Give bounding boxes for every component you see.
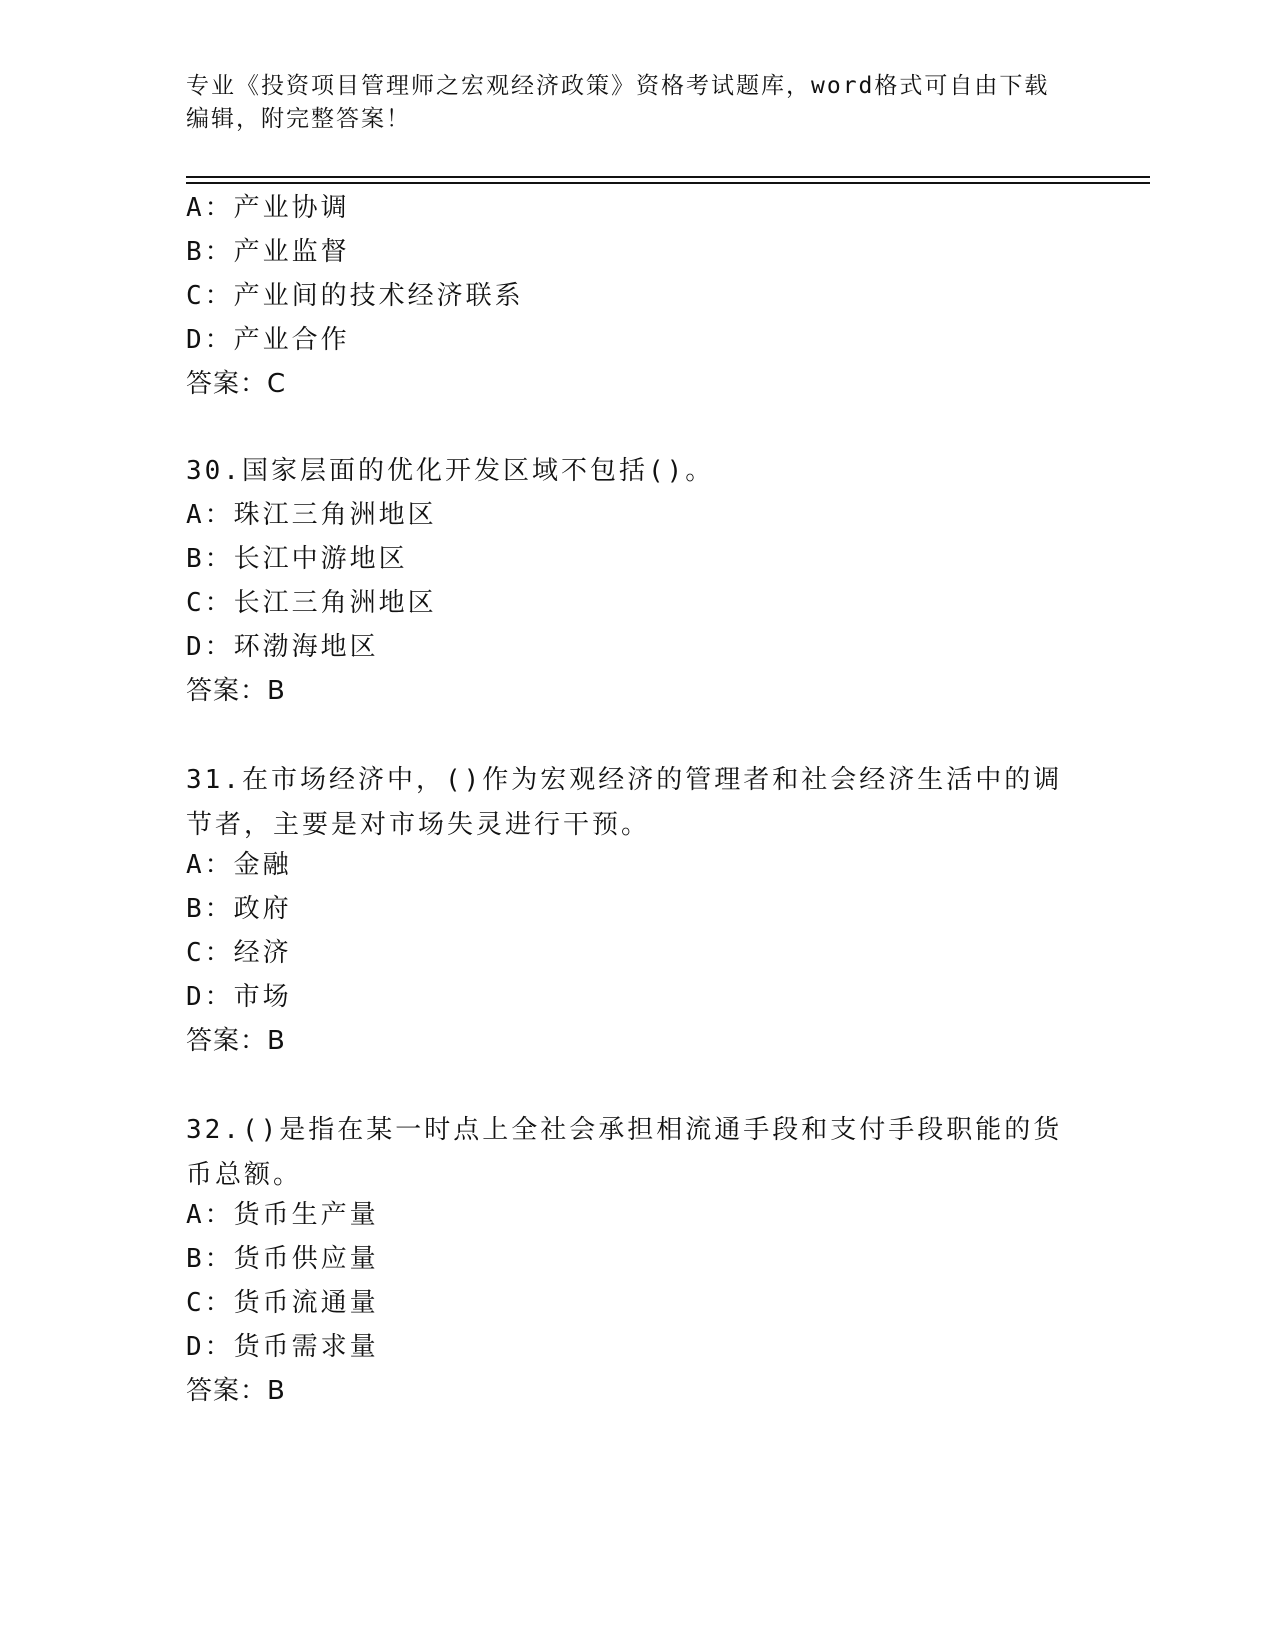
q32-answer: 答案：B xyxy=(186,1376,286,1406)
q30-option-c: C：长江三角洲地区 xyxy=(186,588,437,618)
q31-option-d: D：市场 xyxy=(186,982,292,1012)
q32-option-d: D：货币需求量 xyxy=(186,1332,379,1362)
q31-option-c: C：经济 xyxy=(186,938,292,968)
q30-option-d: D：环渤海地区 xyxy=(186,632,379,662)
q32-option-b: B：货币供应量 xyxy=(186,1244,379,1274)
q31-answer: 答案：B xyxy=(186,1026,286,1056)
q32-option-c: C：货币流通量 xyxy=(186,1288,379,1318)
q32-question: 32.()是指在某一时点上全社会承担相流通手段和支付手段职能的货币总额。 xyxy=(186,1115,1063,1190)
q30-option-a: A：珠江三角洲地区 xyxy=(186,500,437,530)
q29-option-d: D：产业合作 xyxy=(186,325,350,355)
q31-option-a: A：金融 xyxy=(186,850,292,880)
q29-option-c: C：产业间的技术经济联系 xyxy=(186,281,524,311)
document-header: 专业《投资项目管理师之宏观经济政策》资格考试题库，word格式可自由下载编辑，附完整答案！ xyxy=(186,73,1050,132)
header-rule-bottom xyxy=(186,182,1150,184)
q31-question: 31.在市场经济中，()作为宏观经济的管理者和社会经济生活中的调节者，主要是对市场失灵进行干预。 xyxy=(186,765,1063,840)
q30-question: 30.国家层面的优化开发区域不包括()。 xyxy=(186,456,715,486)
q30-answer: 答案：B xyxy=(186,676,286,706)
header-rule-top xyxy=(186,176,1150,178)
q31-option-b: B：政府 xyxy=(186,894,292,924)
q29-answer: 答案：C xyxy=(186,369,287,399)
q32-option-a: A：货币生产量 xyxy=(186,1200,379,1230)
q29-option-b: B：产业监督 xyxy=(186,237,350,267)
q30-option-b: B：长江中游地区 xyxy=(186,544,408,574)
q29-option-a: A：产业协调 xyxy=(186,193,350,223)
